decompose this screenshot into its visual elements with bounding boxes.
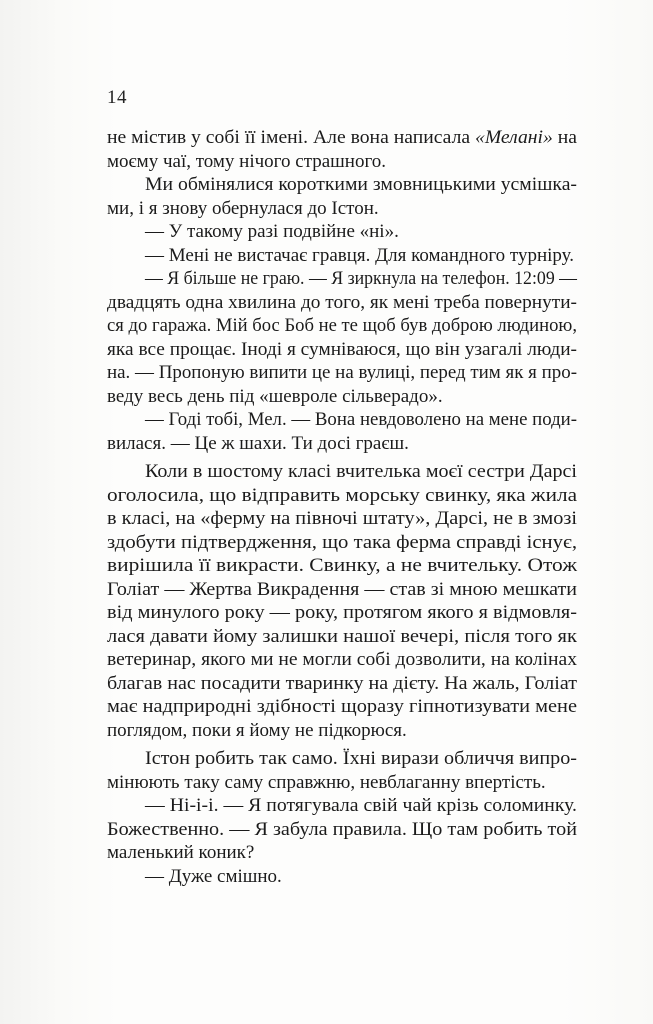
text-line: маленький коник? xyxy=(107,842,255,863)
text-line: — Годі тобі, Мел. — Вона невдоволено на мене поди- xyxy=(145,409,577,430)
text-line: від минулого року — року, протягом якого я відмовля- xyxy=(107,602,577,623)
text-line: Ми обмінялися короткими змовницькими усмішка- xyxy=(145,174,577,195)
text-line: благав нас посадити тваринку на дієту. На жаль, Голіат xyxy=(107,672,577,694)
text-line: на. — Пропоную випити це на вулиці, перед тим як я про- xyxy=(107,362,577,383)
text-line: здобути підтвердження, що така ферма справді існує, xyxy=(107,531,577,553)
paragraph xyxy=(107,126,577,173)
paragraph xyxy=(107,267,577,408)
text-line: мінюють таку саму справжню, невблаганну впертість. xyxy=(107,771,546,793)
text-line: вирішила її викрасти. Свинку, а не вчительку. Отож xyxy=(107,555,577,576)
text-line: веду весь день під «шевроле сільверадо». xyxy=(107,385,443,407)
text-line xyxy=(107,126,577,150)
text-line: ми, і я знову обернулася до Істон. xyxy=(107,197,379,219)
text-line: лася давати йому залишки нашої вечері, після того як xyxy=(107,625,577,647)
paragraph xyxy=(107,173,577,220)
italic-text: «Мелані» xyxy=(475,127,553,148)
text-line: Коли в шостому класі вчителька моєї сестри Дарсі xyxy=(145,461,577,482)
text-line: вилася. — Це ж шахи. Ти досі граєш. xyxy=(107,432,409,454)
paragraph xyxy=(107,244,577,268)
text-line: ся до гаража. Мій бос Боб не те щоб був доброю людиною, xyxy=(107,315,577,336)
paragraph xyxy=(107,460,577,742)
regular-text: на xyxy=(552,127,577,148)
paragraph xyxy=(107,794,577,865)
paragraph xyxy=(107,747,577,794)
paragraph xyxy=(107,865,577,889)
text-line: — У такому разі подвійне «ні». xyxy=(145,221,399,242)
text-line: Істон робить так само. Їхні вирази обличчя випро- xyxy=(145,748,577,769)
text-line: — Дуже смішно. xyxy=(145,865,282,887)
text-line: поглядом, поки я йому не підкорюся. xyxy=(107,719,407,741)
text-line: — Мені не вистачає гравця. Для командного турніру. xyxy=(145,244,574,266)
text-line: Голіат — Жертва Викрадення — став зі мною мешкати xyxy=(107,578,577,600)
text-line: двадцять одна хвилина до того, як мені треба повернути- xyxy=(107,291,577,313)
text-block xyxy=(107,126,577,888)
text-line: яка все прощає. Іноді я сумніваюся, що він узагалі люди- xyxy=(107,338,577,360)
paragraph xyxy=(107,220,577,244)
text-line: ветеринар, якого ми не могли собі дозволити, на колінах xyxy=(107,649,577,670)
text-line: оголосила, що відправить морську свинку, яка жила xyxy=(107,484,577,506)
text-line: — Я більше не граю. — Я зиркнула на телефон. 12:09 — xyxy=(145,268,577,289)
text-line: має надприродні здібності щоразу гіпнотизувати мене xyxy=(107,696,577,717)
text-line: моєму чаї, тому нічого страшного. xyxy=(107,150,387,172)
paragraph xyxy=(107,408,577,455)
text-line: в класі, на «ферму на півночі штату», Дарсі, не в змозі xyxy=(107,508,577,529)
text-line: — Ні-і-і. — Я потягувала свій чай крізь соломинку. xyxy=(145,795,577,816)
text-line: Божественно. — Я забула правила. Що там робить той xyxy=(107,818,577,840)
page-number: 14 xyxy=(107,87,127,108)
regular-text: не містив у собі її імені. Але вона написала xyxy=(107,127,476,148)
